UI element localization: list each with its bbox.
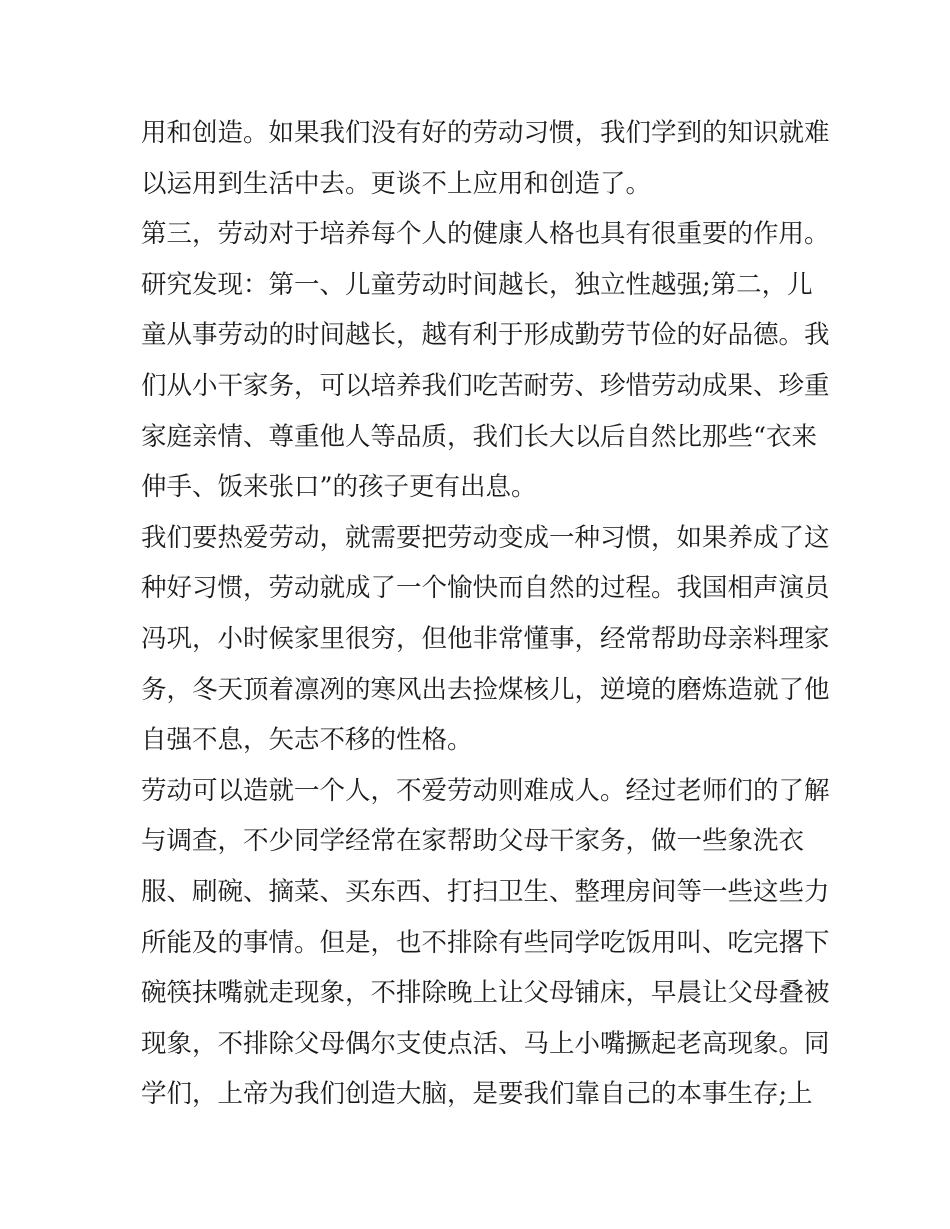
text-line: 以运用到生活中去。更谈不上应用和创造了。 [141, 168, 652, 199]
text-line: 我们要热爱劳动，就需要把劳动变成一种习惯，如果养成了这 [141, 522, 830, 553]
text-line: 们从小干家务，可以培养我们吃苦耐劳、珍惜劳动成果、珍重 [141, 370, 830, 401]
text-line: 碗筷抹嘴就走现象，不排除晚上让父母铺床，早晨让父母叠被 [141, 978, 830, 1009]
text-line: 童从事劳动的时间越长，越有利于形成勤劳节俭的好品德。我 [141, 320, 830, 351]
text-line: 学们，上帝为我们创造大脑，是要我们靠自己的本事生存;上 [141, 1079, 813, 1110]
text-line: 自强不息，矢志不移的性格。 [141, 725, 473, 756]
text-line: 冯巩，小时候家里很穷，但他非常懂事，经常帮助母亲料理家 [141, 623, 830, 654]
text-line: 伸手、饭来张口”的孩子更有出息。 [141, 472, 537, 503]
text-line: 研究发现：第一、儿童劳动时间越长，独立性越强;第二，儿 [141, 269, 813, 300]
text-line: 第三，劳动对于培养每个人的健康人格也具有很重要的作用。 [141, 219, 830, 250]
text-line: 服、刷碗、摘菜、买东西、打扫卫生、整理房间等一些这些力 [141, 876, 830, 907]
text-line: 与调查，不少同学经常在家帮助父母干家务，做一些象洗衣 [141, 826, 805, 857]
text-line: 务，冬天顶着凛冽的寒风出去捡煤核儿，逆境的磨炼造就了他 [141, 674, 830, 705]
text-line: 所能及的事情。但是，也不排除有些同学吃饭用叫、吃完撂下 [141, 927, 830, 958]
text-line: 家庭亲情、尊重他人等品质，我们长大以后自然比那些“衣来 [141, 421, 818, 452]
text-line: 劳动可以造就一个人，不爱劳动则难成人。经过老师们的了解 [141, 775, 830, 806]
text-line: 种好习惯，劳动就成了一个愉快而自然的过程。我国相声演员 [141, 573, 830, 604]
text-line: 现象，不排除父母偶尔支使点活、马上小嘴撅起老高现象。同 [141, 1028, 830, 1059]
text-line: 用和创造。如果我们没有好的劳动习惯，我们学到的知识就难 [141, 118, 830, 148]
document-body-text [141, 108, 830, 1120]
